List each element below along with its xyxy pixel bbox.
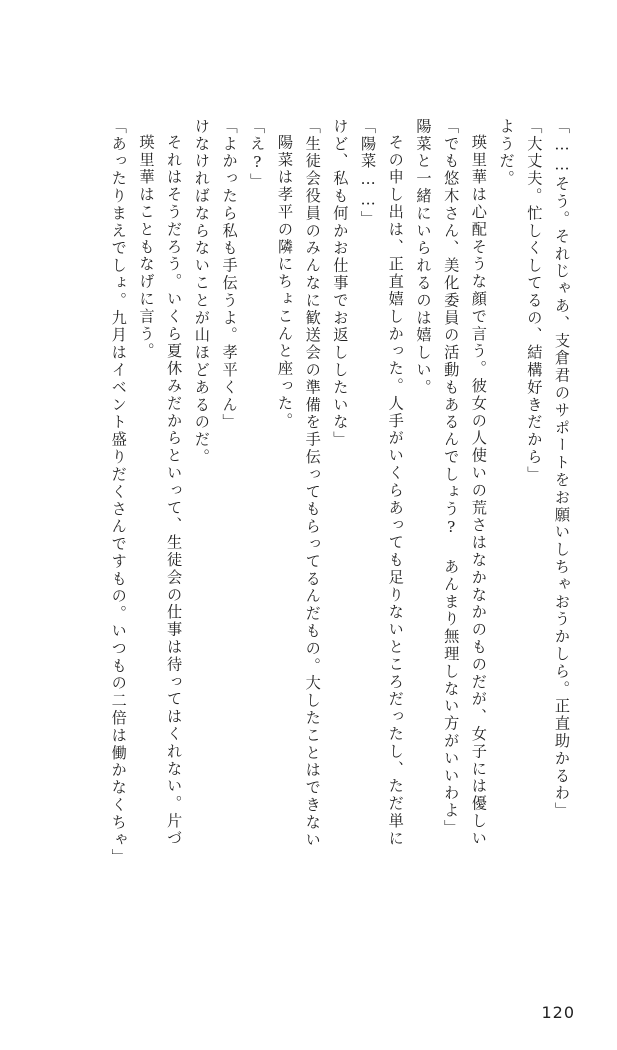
text-line: ようだ。: [497, 118, 516, 188]
text-line: それはそうだろう。いくら夏休みだからといって、生徒会の仕事は待ってはくれない。片づ: [165, 134, 184, 848]
page-number: 120: [541, 1003, 575, 1022]
text-line: 「大丈夫。忙しくしてるの、結構好きだから」: [525, 118, 544, 484]
vertical-text-block: [111, 118, 569, 998]
text-line: けなければならないことが山ほどあるのだ。: [192, 118, 211, 466]
text-line: 「でも悠木さん、美化委員の活動もあるんでしょう? あんまり無理しない方がいいわよ」: [442, 118, 461, 837]
text-line: 「よかったら私も手伝うよ。孝平くん」: [220, 118, 239, 432]
text-line: 陽菜と一緒にいられるのは嬉しい。: [414, 118, 433, 397]
text-line: 「……そう。それじゃあ、支倉君のサポートをお願いしちゃおうかしら。正直助かるわ」: [553, 118, 571, 820]
text-line: 瑛里華は心配そうな顔で言う。彼女の人使いの荒さはなかなかのものだが、女子には優しい: [469, 134, 488, 848]
text-line: 「え?」: [248, 118, 267, 191]
text-line: 「生徒会役員のみんなに歓送会の準備を手伝ってもらってるんだもの。大したことはできない: [303, 118, 322, 849]
text-line: 瑛里華はこともなげに言う。: [137, 134, 156, 361]
text-line: 「陽菜……」: [359, 118, 378, 228]
text-line: その申し出は、正直嬉しかった。人手がいくらあっても足りないところだったし、ただ単に: [386, 134, 405, 848]
text-line: 陽菜は孝平の隣にちょこんと座った。: [275, 134, 294, 430]
text-line: 「あったりまえでしょ。九月はイベント盛りだくさんですもの。いつもの二倍は働かなくちゃ」: [109, 118, 128, 867]
text-line: けど、私も何かお仕事でお返ししたいな」: [331, 118, 350, 449]
